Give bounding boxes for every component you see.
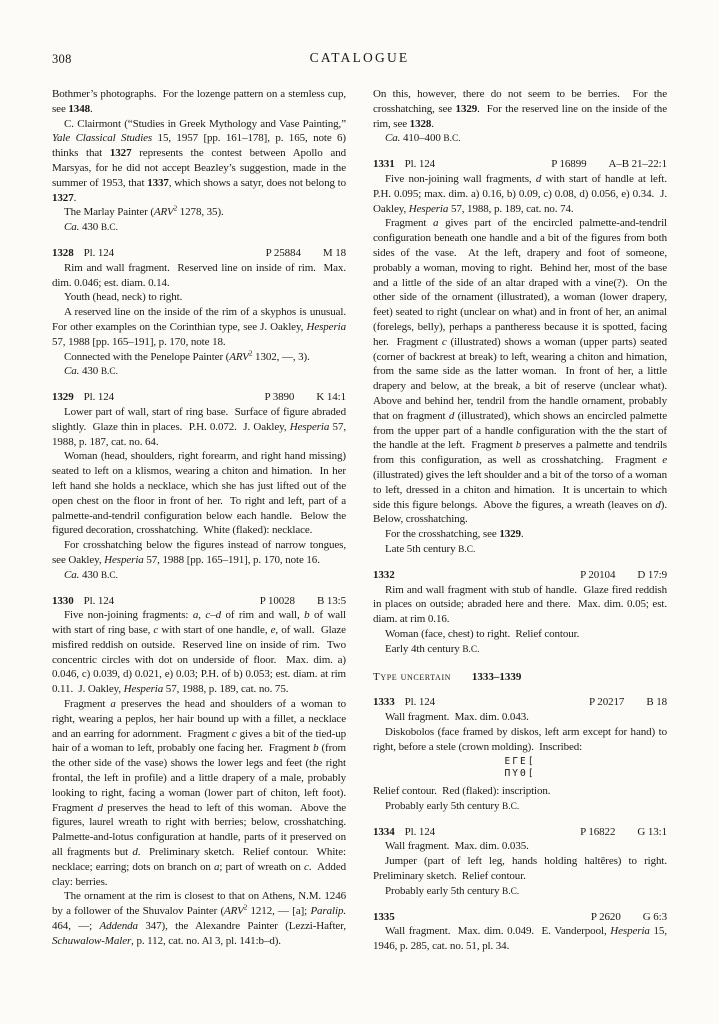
entry-header xyxy=(373,825,667,840)
catalogue-entry-1329 xyxy=(52,390,349,583)
entry-inventory-number: P 16899 xyxy=(551,158,587,171)
entry-paragraph: Wall fragment. Max. dim. 0.049. E. Vanderpool, Hesperia 15, 1946, p. 285, cat. no. 51, pl. 34. xyxy=(373,925,670,953)
entry-paragraph: Woman (head, shoulders, right forearm, and right hand missing) seated to left on a klismos, wearing a chiton and himation. In her left hand she holds a necklace, which she has just lifted out of the open chest on the floor in front of her. To right and left, part of a palmette-and-tendril configuration below each handle. Below the figured decoration, crosshatching. White (flaked): necklace. xyxy=(52,450,349,537)
section-entry-range: 1333–1339 xyxy=(471,671,522,684)
entry-number: 1331 xyxy=(373,158,395,171)
entry-paragraph: Rim and wall fragment. Reserved line on inside of rim. Max. dim. 0.046; est. diam. 0.14. xyxy=(52,261,349,289)
date-line: Ca. 430 B.C. xyxy=(64,365,118,378)
date-line: Ca. 430 B.C. xyxy=(64,221,118,234)
entry-deposit-grid: G 6:3 xyxy=(642,910,667,923)
date-line: Early 4th century B.C. xyxy=(385,642,480,655)
paragraph: C. Clairmont (“Studies in Greek Mythology and Vase Painting,” Yale Classical Studies 15, 1957 [pp. 161–178], p. 165, note 6) thinks that 1327 represents the contest between Apollo and Marsyas, for he did not accept Beazley’s suggestion, made in the summer of 1953, that 1337, which shows a satyr, does not belong to 1327. xyxy=(52,117,349,204)
entry-paragraph: The ornament at the rim is closest to that on Athens, N.M. 1246 by a follower of the Shuvalov Painter (ARV$^2$ 1212, — [a]; Paralip. 464, —; Addenda 347), the Alexandre Painter (Lezzi-Hafter, Schuwalow-Maler, p. 112, cat. no. Al 3, pl. 141:b–d). xyxy=(52,890,349,947)
catalogue-entry-1328 xyxy=(52,246,352,380)
entry-deposit-grid: B 18 xyxy=(646,696,667,709)
entry-inventory-number: P 3890 xyxy=(264,391,295,404)
entry-number: 1335 xyxy=(373,910,395,923)
entry-paragraph: For crosshatching below the figures instead of narrow tongues, see Oakley, Hesperia 57, 1988 [pp. 165–191], p. 170, note 16. xyxy=(52,539,349,566)
entry-plate-ref: Pl. 124 xyxy=(404,158,436,171)
entry-inventory-number: P 10028 xyxy=(259,594,295,607)
entry-paragraph: Wall fragment. Max. dim. 0.035. xyxy=(385,840,529,853)
inscription-line: ΕΓΕ[ xyxy=(504,756,536,768)
entry-number: 1329 xyxy=(52,391,74,404)
section-heading-type-uncertain xyxy=(373,670,667,685)
page-number: 308 xyxy=(52,52,72,66)
entry-deposit-grid: D 17:9 xyxy=(637,568,667,581)
entry-plate-ref: Pl. 124 xyxy=(83,246,115,259)
entry-paragraph: Fragment a preserves the head and shoulders of a woman to right, wearing a peplos, her hair bound up with a fillet, a necklace and an earring for adornment. Fragment c gives a bit of the tied-up hair of a woman to left, probably one facing her. Fragment b (from the other side of the vase) shows the lower legs and feet (the right frontal, the left in profile) and a little drapery of a male, probably looking to right, facing a woman (lower part of chiton, left foot). Fragment d preserves the head to left of this woman. Above the figures, laurel wreath to right with berries; below, crosshatching. Palmette-and-lotus configuration at handle, parts of it preserved on all fragments but d. Preliminary sketch. Relief contour. White: necklace; earring; dots on branch on a; part of wreath on c. Added clay: berries. xyxy=(52,698,352,888)
entry-deposit-grid: A–B 21–22:1 xyxy=(608,158,667,171)
catalogue-entry-1331 xyxy=(373,157,673,558)
entry-paragraph: For the crosshatching, see 1329. xyxy=(385,528,524,541)
entry-header xyxy=(373,157,667,172)
attribution-line: The Marlay Painter (ARV$^2$ 1278, 35). xyxy=(64,204,224,219)
entry-number: 1333 xyxy=(373,696,395,709)
entry-header xyxy=(52,390,346,405)
catalogue-entry-1334 xyxy=(373,825,673,900)
column-right xyxy=(373,87,673,954)
catalogue-entry-1335 xyxy=(373,910,670,954)
entry-inventory-number: P 2620 xyxy=(590,910,621,923)
entry-plate-ref: Pl. 124 xyxy=(83,594,115,607)
entry-number: 1328 xyxy=(52,246,74,259)
entry-paragraph: Relief contour. Red (flaked): inscription. xyxy=(373,784,551,797)
entry-header xyxy=(373,695,667,710)
entry-paragraph: Five non-joining fragments: a, c–d of rim and wall, b of wall with start of ring base, c with start of one handle, e, of wall. Glaze misfired reddish on outside. Reserved line on inside of rim. Two concentric circles with dot on underside of floor. Max. dim. a) 0.046, c) 0.039, d) 0.021, e) 0.03; P.H. of b) 0.053; est. diam. at rim 0.11. J. Oakley, Hesperia 57, 1988, p. 189, cat. no. 75. xyxy=(52,609,349,696)
entry-header xyxy=(52,594,346,609)
entry-inventory-number: P 20217 xyxy=(589,696,625,709)
entry-plate-ref: Pl. 124 xyxy=(83,391,115,404)
entry-inventory-number: P 25884 xyxy=(265,246,301,259)
entry-paragraph: Fragment a gives part of the encircled palmette-and-tendril configuration beneath one handle and a bit of the figures from both sides of the vase. At the left, drapery and foot of someone, probably a woman, moving to right. Behind her, most of the base and a little of the side of an altar draped with a vine(?). On the other side of the ornament (illustrated), a woman (lower drapery, feet) seated to right (unclear on what) and in front of her, an animal (forelegs, belly), perhaps a pantheress because it is spotted, facing her. Fragment c (illustrated) shows a woman (upper parts) seated (corner of backrest at break) to left, wearing a chiton and himation, from the same side as the latter woman. In front of her, a little drapery and below, at the break, a bit of reserve (unclear what). Above and behind her, tendril from the handle ornament, probably that on fragment d (illustrated), which shows an encircled palmette from the upper part of a handle configuration with the the start of the handle at the left. Fragment b preserves a palmette and tendrils from this configuration, as well as crosshatching. Fragment e (illustrated) gives the left shoulder and a bit of the torso of a woman to left, dressed in a chiton and himation. It is uncertain to which side this figure belongs. Above the figures, a wreath (leaves on d). Below, crosshatching. xyxy=(373,217,673,526)
date-line: Late 5th century B.C. xyxy=(385,542,476,555)
attribution-line: Connected with the Penelope Painter (ARV$^2$ 1302, —, 3). xyxy=(64,348,310,363)
paragraph: Bothmer’s photographs. For the lozenge pattern on a stemless cup, see 1348. xyxy=(52,88,349,115)
entry-paragraph: Wall fragment. Max. dim. 0.043. xyxy=(385,711,529,724)
entry-paragraph: Rim and wall fragment with stub of handle. Glaze fired reddish in places on outside; abraded here and there. Max. dim. 0.05; est. diam. at rim 0.16. xyxy=(373,583,670,626)
entry-paragraph: Diskobolos (face framed by diskos, left arm except for hand) to right, before a stele (crown molding). Inscribed: xyxy=(373,725,670,753)
entry-header xyxy=(373,568,667,583)
entry-paragraph: Woman (face, chest) to right. Relief contour. xyxy=(385,627,580,640)
entry-plate-ref: Pl. 124 xyxy=(404,696,436,709)
text-columns xyxy=(52,87,673,954)
date-line: Probably early 5th century B.C. xyxy=(385,884,520,897)
date-line: Ca. 430 B.C. xyxy=(64,568,118,581)
column-left xyxy=(52,87,352,954)
date-line: Ca. 410–400 B.C. xyxy=(385,132,461,145)
entry-number: 1332 xyxy=(373,568,395,581)
catalogue-entry-1332 xyxy=(373,568,670,658)
catalogue-entry-1330 xyxy=(52,594,352,949)
section-label: Type uncertain xyxy=(373,671,452,684)
entry-paragraph: Lower part of wall, start of ring base. Surface of figure abraded slightly. Glaze thin in places. P.H. 0.072. J. Oakley, Hesperia 57, 1988, p. 187, cat. no. 64. xyxy=(52,405,349,448)
catalogue-entry-1333 xyxy=(373,695,670,814)
entry-paragraph: Youth (head, neck) to right. xyxy=(64,291,183,304)
greek-inscription xyxy=(373,756,667,781)
entry-plate-ref: Pl. 124 xyxy=(404,825,436,838)
entry-deposit-grid: G 13:1 xyxy=(637,825,667,838)
entry-paragraph: A reserved line on the inside of the rim of a skyphos is unusual. For other examples on the Corinthian type, see J. Oakley, Hesperia 57, 1988 [pp. 165–191], p. 170, note 18. xyxy=(52,306,352,348)
entry-number: 1330 xyxy=(52,594,74,607)
entry-inventory-number: P 16822 xyxy=(580,825,616,838)
running-head: CATALOGUE xyxy=(309,50,410,65)
page-header xyxy=(52,50,667,66)
entry-inventory-number: P 20104 xyxy=(580,568,616,581)
inscription-line: ΠΥΘ[ xyxy=(504,767,536,779)
entry-header xyxy=(373,910,667,925)
entry-deposit-grid: M 18 xyxy=(322,246,346,259)
entry-paragraph: Five non-joining wall fragments, d with start of handle at left. P.H. 0.095; max. dim. a) 0.16, b) 0.09, c) 0.08, d) 0.056, e) 0.34. J. Oakley, Hesperia 57, 1988, p. 189, cat. no. 74. xyxy=(373,172,673,215)
entry-deposit-grid: K 14:1 xyxy=(316,391,346,404)
entry-paragraph: Jumper (part of left leg, hands holding haltēres) to right. Preliminary sketch. Relief contour. xyxy=(373,855,673,882)
paragraph: On this, however, there do not seem to be berries. For the crosshatching, see 1329. For the reserved line on the inside of the rim, see 1328. xyxy=(373,88,670,130)
entry-number: 1334 xyxy=(373,825,395,838)
date-line: Probably early 5th century B.C. xyxy=(385,799,520,812)
entry-deposit-grid: B 13:5 xyxy=(316,594,346,607)
entry-header xyxy=(52,246,346,261)
